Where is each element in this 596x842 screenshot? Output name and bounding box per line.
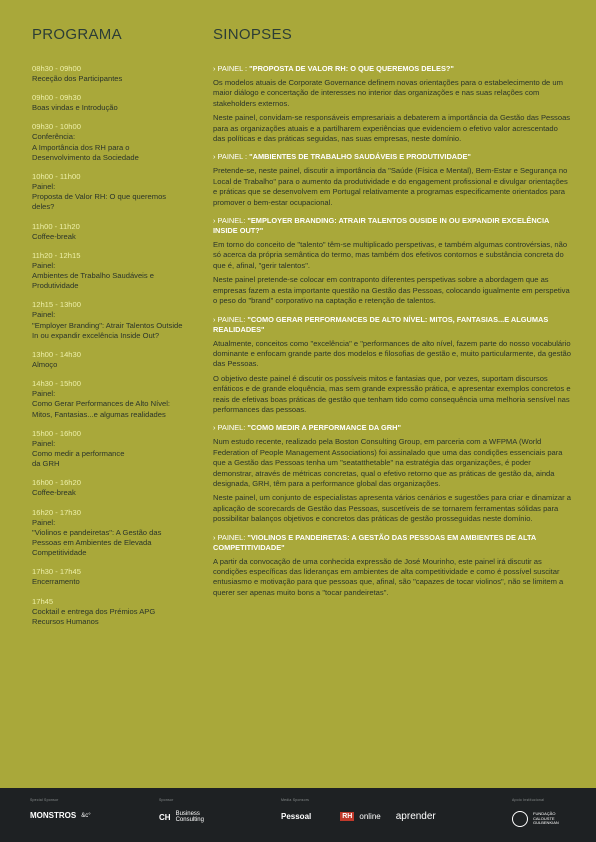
- sinopse-panel: [213, 152, 571, 208]
- gulbenkian-emblem-icon: [512, 811, 528, 827]
- sponsor-label: Sponsor: [159, 798, 174, 802]
- sinopse-panel-prefix: › PAINEL:: [213, 216, 248, 226]
- programa-time: 16h00 - 16h20: [32, 478, 81, 488]
- sinopse-panel-title: [213, 64, 571, 74]
- online-logo: online: [359, 811, 381, 821]
- programa-text: Mitos, Fantasias...e algumas realidades: [32, 409, 166, 419]
- programa-time: 09h00 - 09h30: [32, 93, 81, 103]
- sinopse-panel-prefix: › PAINEL:: [213, 532, 248, 542]
- programa-time: 09h30 - 10h00: [32, 122, 81, 132]
- programa-time: 17h30 - 17h45: [32, 567, 81, 577]
- media-sponsors-label: Media Sponsors: [281, 798, 310, 802]
- ch-business-consulting-logo: [159, 811, 210, 823]
- sinopse-panel-heading: "PROPOSTA DE VALOR RH: O QUE QUEREMOS DELES?": [249, 64, 454, 73]
- sinopse-paragraph: Neste painel, um conjunto de especialistas apresenta vários cenários e sugestões para criar e dinamizar a aplicação de scorecards de Gestão das Pessoas, suscetíveis de se tornarem ferramentas sólidas para possibilitar balanços objetivos e concretos das práticas de gestão prosseguidas neste domínio.: [213, 493, 571, 524]
- programa-time: 16h20 - 17h30: [32, 507, 81, 517]
- programa-time: 14h30 - 15h00: [32, 379, 81, 389]
- sinopse-panel-prefix: › PAINEL:: [213, 314, 248, 324]
- programa-time: 11h00 - 11h20: [32, 221, 80, 231]
- programa-text: Como medir a performance: [32, 449, 125, 459]
- programa-time: 12h15 - 13h00: [32, 300, 81, 310]
- sinopse-panel-title: [213, 315, 571, 335]
- programa-text: A Importância dos RH para o: [32, 142, 130, 152]
- programa-text: Painel:: [32, 438, 56, 448]
- programa-item: [32, 64, 202, 84]
- programa-text: Pessoas em Ambientes de Elevada: [32, 538, 152, 548]
- pessoal-logo: Pessoal: [281, 812, 312, 821]
- programa-text: In ou expandir excelência Inside Out?: [32, 330, 160, 340]
- sinopse-paragraph: Neste painel pretende-se colocar em contraponto diferentes perspetivas sobre a abordagem que as empresas fazem a esta importante questão na Gestão das Pessoas, colocando igualmente em perspetiva o peso do "brand" corporativo na captação e retenção de talentos.: [213, 275, 570, 306]
- sinopse-panel: [213, 64, 571, 144]
- programa-text: Como Gerar Performances de Alto Nível:: [32, 399, 171, 409]
- programa-list: [32, 64, 202, 636]
- programa-text: Proposta de Valor RH: O que queremos: [32, 192, 167, 202]
- institutional-support-label: Apoio Institucional: [512, 798, 545, 802]
- media-sponsors: [281, 798, 436, 822]
- programa-item: [32, 567, 202, 587]
- sponsor: [159, 798, 210, 823]
- programa-item: [32, 597, 202, 627]
- programa-text: Painel:: [32, 517, 56, 527]
- programa-item: [32, 478, 202, 498]
- programa-text: Competitividade: [32, 548, 87, 558]
- programa-time: 13h00 - 14h30: [32, 350, 81, 360]
- programa-time: 08h30 - 09h00: [32, 64, 81, 73]
- sinopses-title: SINOPSES: [213, 26, 293, 43]
- programa-item: [32, 93, 202, 113]
- monstros-logo-text: MONSTROS: [30, 811, 77, 820]
- programa-text: da GRH: [32, 459, 60, 469]
- programa-time: 11h20 - 12h15: [32, 250, 81, 260]
- sinopse-paragraph: Atualmente, conceitos como "excelência" e "performances de alto nível, fazem parte do nosso vocabulário dominante e enfocam grande parte dos modelos e filosofias de gestão e, muito particularmente, da gestão das Pessoas.: [213, 338, 571, 369]
- programa-text: Desenvolvimento da Sociedade: [32, 152, 139, 162]
- sinopse-paragraph: O objetivo deste painel é discutir os possíveis mitos e fantasias que, por vezes, suportam discursos enfáticos e de grande eloquência, mas sem grande expressão prática, e apresentar exemplos concretos e reais de efetivas boas práticas de gestão que tenham tido como consequência uma melhoria sensível nas performances das pessoas.: [213, 373, 571, 414]
- programa-text: "Employer Branding": Atrair Talentos Outside: [32, 320, 183, 330]
- sinopse-paragraph: Pretende-se, neste painel, discutir a importância da "Saúde (Física e Mental), Bem-Estar e Segurança no Local de Trabalho" para o aumento da produtividade e do engagement profissional e divulgar orientações e práticas que se desenvolvem em Portugal relativamente a programas especificamente orientados para promover o bem-estar ocupacional.: [213, 166, 568, 207]
- sinopse-paragraph: Em torno do conceito de "talento" têm-se multiplicado perspetivas, e também algumas controvérsias, não só acerca da própria semântica do termo, mas também dos efetivos contornos e substância concreta do que é, afinal, "gerir talentos".: [213, 240, 568, 270]
- programa-item: [32, 251, 202, 292]
- sinopse-paragraph: Os modelos atuais de Corporate Governance definem novas orientações para o estabelecimento de um maior diálogo e concertação de interesses no interior das organizações e nas suas relações com stakeholders externos.: [213, 78, 563, 108]
- sinopse-panel: [213, 533, 571, 599]
- programa-text: Painel:: [32, 260, 56, 270]
- institutional-support: [512, 798, 561, 827]
- programa-text: Coffee-break: [32, 231, 76, 241]
- special-sponsor-label: Special Sponsor: [30, 798, 59, 802]
- sinopse-panel-title: [213, 423, 571, 433]
- sinopse-panel-heading: "EMPLOYER BRANDING: ATRAIR TALENTOS OUSIDE IN OU EXPANDIR EXCELÊNCIA INSIDE OUT?": [213, 216, 550, 236]
- programa-text: "Violinos e pandeiretas": A Gestão das: [32, 527, 162, 537]
- programa-text: Cocktail e entrega dos Prémios APG: [32, 606, 156, 616]
- programa-text: Produtividade: [32, 281, 79, 291]
- programa-item: [32, 222, 202, 242]
- sponsors-footer: [0, 788, 596, 842]
- sinopse-panel-prefix: › PAINEL:: [213, 423, 248, 433]
- monstros-logo-suffix: &c°: [81, 812, 91, 819]
- sinopse-panel: [213, 315, 571, 416]
- programa-time: 10h00 - 11h00: [32, 172, 81, 182]
- sinopse-panel-title: [213, 216, 571, 236]
- programa-item: [32, 300, 202, 341]
- sinopse-panel-title: [213, 152, 571, 162]
- gulbenkian-logo: [512, 811, 561, 827]
- programa-text: Coffee-break: [32, 488, 76, 498]
- sinopse-panel-heading: "COMO GERAR PERFORMANCES DE ALTO NÍVEL: MITOS, FANTASIAS...E ALGUMAS REALIDADES": [213, 314, 549, 334]
- programa-item: [32, 429, 202, 470]
- programa-text: Painel:: [32, 389, 56, 399]
- special-sponsor: [30, 798, 91, 820]
- programa-text: Recursos Humanos: [32, 616, 99, 626]
- programa-item: [32, 508, 202, 559]
- sinopse-paragraph: Num estudo recente, realizado pela Boston Consulting Group, em parceria com a WFPMA (World Federation of People Management Associations) foi assinalado que uma das condições essenciais para que a Gestão das Pessoas tenha um "seatatthetable" na estratégia das organizações, é poder demonstrar, através de métricas concretas, qual o efetivo retorno que as práticas de gestão da, ainda designada, GRH, têm para a performance global das organizações.: [213, 437, 563, 488]
- programa-time: 17h45: [32, 596, 54, 606]
- programa-text: Painel:: [32, 310, 56, 320]
- programa-time: 15h00 - 16h00: [32, 428, 81, 438]
- sinopses-list: [213, 64, 571, 606]
- sinopse-panel-heading: "VIOLINOS E PANDEIRETAS: A GESTÃO DAS PESSOAS EM AMBIENTES DE ALTA COMPETITIVIDADE": [213, 532, 536, 552]
- programa-text: Conferência:: [32, 132, 76, 142]
- programa-text: deles?: [32, 202, 55, 212]
- sinopse-paragraph: Neste painel, convidam-se responsáveis empresariais a debaterem a importância da Gestão das Pessoas para as organizações atuais e a partilharem experiências que evidenciem o efetivo valor acrescentado das políticas e das práticas seguidas, nas suas empresas, neste domínio.: [213, 113, 571, 144]
- sinopse-panel-title: [213, 533, 571, 553]
- programa-text: Encerramento: [32, 577, 80, 587]
- programa-item: [32, 350, 202, 370]
- programa-title: PROGRAMA: [32, 26, 122, 43]
- programa-item: [32, 172, 202, 213]
- programa-item: [32, 122, 202, 163]
- ch-logo-text: CH: [159, 812, 171, 822]
- rh-logo: RH: [342, 813, 353, 820]
- sinopse-panel-prefix: › PAINEL :: [213, 64, 250, 73]
- monstros-logo: [30, 811, 91, 820]
- sinopse-panel-heading: "COMO MEDIR A PERFORMANCE DA GRH": [247, 423, 401, 433]
- programa-text: Painel:: [32, 182, 56, 192]
- programa-item: [32, 379, 202, 420]
- programa-text: Receção dos Participantes: [32, 74, 123, 83]
- sinopse-panel-prefix: › PAINEL :: [213, 152, 250, 162]
- sinopse-paragraph: A partir da convocação de uma conhecida expressão de José Mourinho, este painel irá discutir as condições específicas das lideranças em ambientes de alta competitividade e como é possível suscitar entusiasmo e motivação para que pessoas que, afinal, são "capazes de tocar violinos", não se limitem a querer ser apenas muito bons a "tocar pandeiretas".: [213, 556, 564, 597]
- programa-text: Ambientes de Trabalho Saudáveis e: [32, 271, 155, 281]
- programa-text: Boas vindas e Introdução: [32, 103, 118, 113]
- aprender-logo: aprender: [395, 811, 436, 822]
- sinopse-panel: [213, 216, 571, 306]
- ch-logo-suffix: Business Consulting: [175, 811, 204, 823]
- sinopse-panel: [213, 423, 571, 524]
- sinopse-panel-heading: "AMBIENTES DE TRABALHO SAUDÁVEIS E PRODUTIVIDADE": [249, 152, 471, 162]
- programa-text: Almoço: [32, 360, 58, 370]
- gulbenkian-logo-text: FUNDAÇÃO CALOUSTE GULBENKIAN: [533, 811, 559, 826]
- media-sponsor-logos: [281, 811, 436, 822]
